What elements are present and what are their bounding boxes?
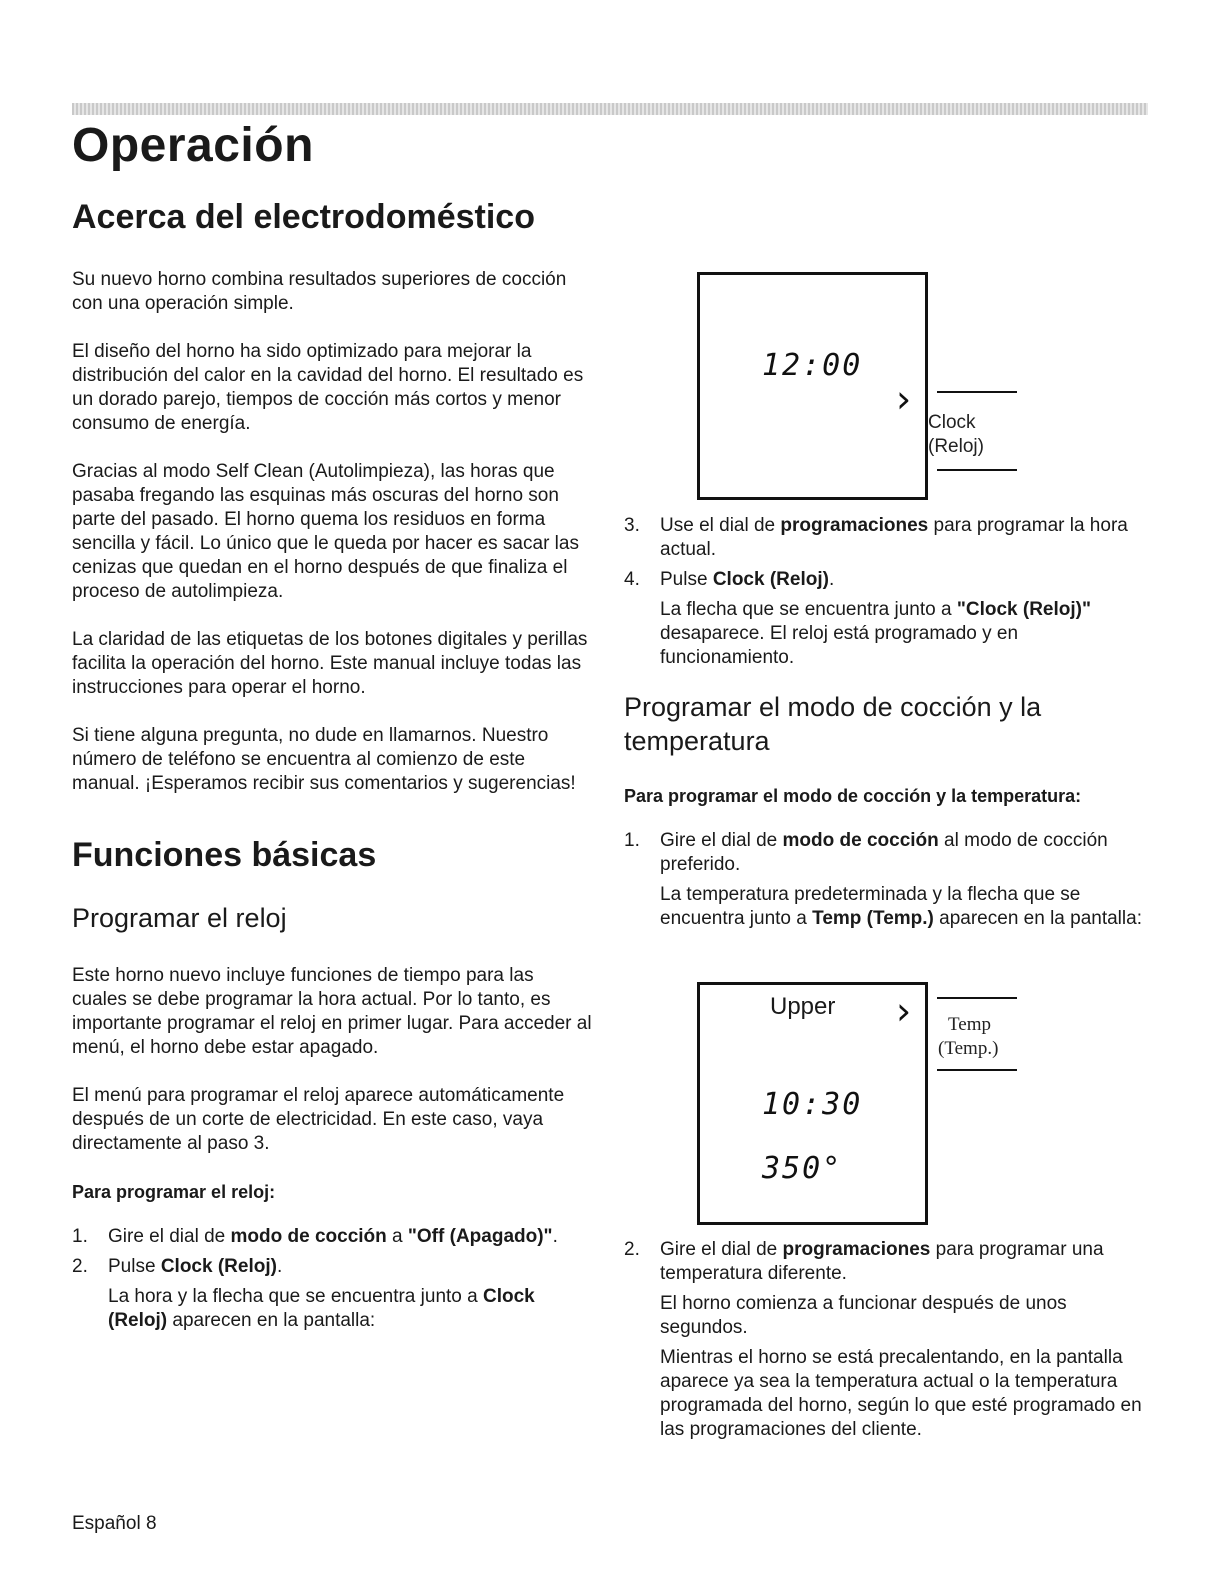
temp-display-time: 10:30 bbox=[762, 1087, 863, 1122]
header-rule bbox=[72, 103, 1148, 115]
mode-steps-continued bbox=[624, 1238, 1144, 1448]
about-section bbox=[72, 268, 592, 820]
clock-paragraph: El menú para programar el reloj aparece automáticamente después de un corte de electricidad. En este caso, vaya directamente al paso 3. bbox=[72, 1085, 565, 1154]
page-footer: Español 8 bbox=[72, 1513, 157, 1534]
clock-display-label: Clock (Reloj) bbox=[928, 412, 984, 457]
clock-paragraph: Este horno nuevo incluye funciones de tiempo para las cuales se debe programar la hora actual. Por lo tanto, es importante programar el reloj en primer lugar. Para acceder al menú, el horno debe estar apagado. bbox=[72, 965, 592, 1058]
temp-display-label: Temp (Temp.) bbox=[938, 1014, 999, 1059]
list-item: 2. Gire el dial de programaciones para programar una temperatura diferente. El horno comienza a funcionar después de unos segundos. Mientras el horno se está precalentando, en la pantalla aparece ya sea la temperatura actual o la temperatura programada del horno, según lo que esté programado en las programaciones del cliente. bbox=[624, 1239, 1142, 1440]
label-line bbox=[937, 997, 1017, 999]
about-paragraph: Gracias al modo Self Clean (Autolimpieza), las horas que pasaba fregando las esquinas más oscuras del horno son parte del pasado. El horno quema los residuos en forma sencilla y fácil. Lo único que le queda por hacer es sacar las cenizas que quedan en el horno después de que finaliza el proceso de autolimpieza. bbox=[72, 461, 579, 602]
about-paragraph: Su nuevo horno combina resultados superiores de cocción con una operación simple. bbox=[72, 269, 567, 314]
temp-display bbox=[697, 982, 928, 1225]
clock-steps-list bbox=[72, 1225, 592, 1333]
label-line bbox=[937, 391, 1017, 393]
chevron-right-icon: › bbox=[896, 989, 912, 1033]
about-paragraph: El diseño del horno ha sido optimizado para mejorar la distribución del calor en la cavidad del horno. El resultado es un dorado parejo, tiempos de cocción más cortos y menor consumo de energía. bbox=[72, 341, 584, 434]
list-item: 3. Use el dial de programaciones para programar la hora actual. bbox=[624, 515, 1128, 560]
list-item: 1. Gire el dial de modo de cocción al modo de cocción preferido. La temperatura predeterminada y la flecha que se encuentra junto a Temp (Temp.) aparecen en la pantalla: bbox=[624, 830, 1142, 929]
page-title: Operación bbox=[72, 119, 314, 172]
mode-section bbox=[624, 784, 1144, 937]
about-paragraph: La claridad de las etiquetas de los botones digitales y perillas facilita la operación del horno. Este manual incluye todas las instrucciones para operar el horno. bbox=[72, 629, 588, 698]
chevron-right-icon: › bbox=[896, 377, 912, 421]
temp-display-temp: 350° bbox=[762, 1151, 843, 1186]
label-line bbox=[937, 1069, 1017, 1071]
clock-section bbox=[72, 964, 592, 1339]
mode-heading: Programar el modo de cocción y la temperatura bbox=[624, 692, 1042, 756]
clock-steps-continued bbox=[624, 514, 1144, 676]
temp-display-upper: Upper bbox=[770, 993, 836, 1020]
about-paragraph: Si tiene alguna pregunta, no dude en llamarnos. Nuestro número de teléfono se encuentra al comienzo de este manual. ¡Esperamos recibir sus comentarios y sugerencias! bbox=[72, 725, 576, 794]
list-item: 1. Gire el dial de modo de cocción a "Off (Apagado)". bbox=[72, 1226, 558, 1247]
label-line bbox=[937, 469, 1017, 471]
mode-procedure-label: Para programar el modo de cocción y la temperatura: bbox=[624, 786, 1082, 806]
basics-heading: Funciones básicas bbox=[72, 836, 377, 874]
clock-display-time: 12:00 bbox=[762, 348, 863, 383]
clock-heading: Programar el reloj bbox=[72, 903, 287, 933]
about-heading: Acerca del electrodoméstico bbox=[72, 198, 535, 236]
clock-procedure-label: Para programar el reloj: bbox=[72, 1182, 276, 1202]
list-item: 2. Pulse Clock (Reloj). La hora y la flecha que se encuentra junto a Clock (Reloj) aparecen en la pantalla: bbox=[72, 1256, 535, 1331]
list-item: 4. Pulse Clock (Reloj). La flecha que se encuentra junto a "Clock (Reloj)" desaparece. El reloj está programado y en funcionamiento. bbox=[624, 569, 1091, 668]
clock-display bbox=[697, 272, 928, 500]
